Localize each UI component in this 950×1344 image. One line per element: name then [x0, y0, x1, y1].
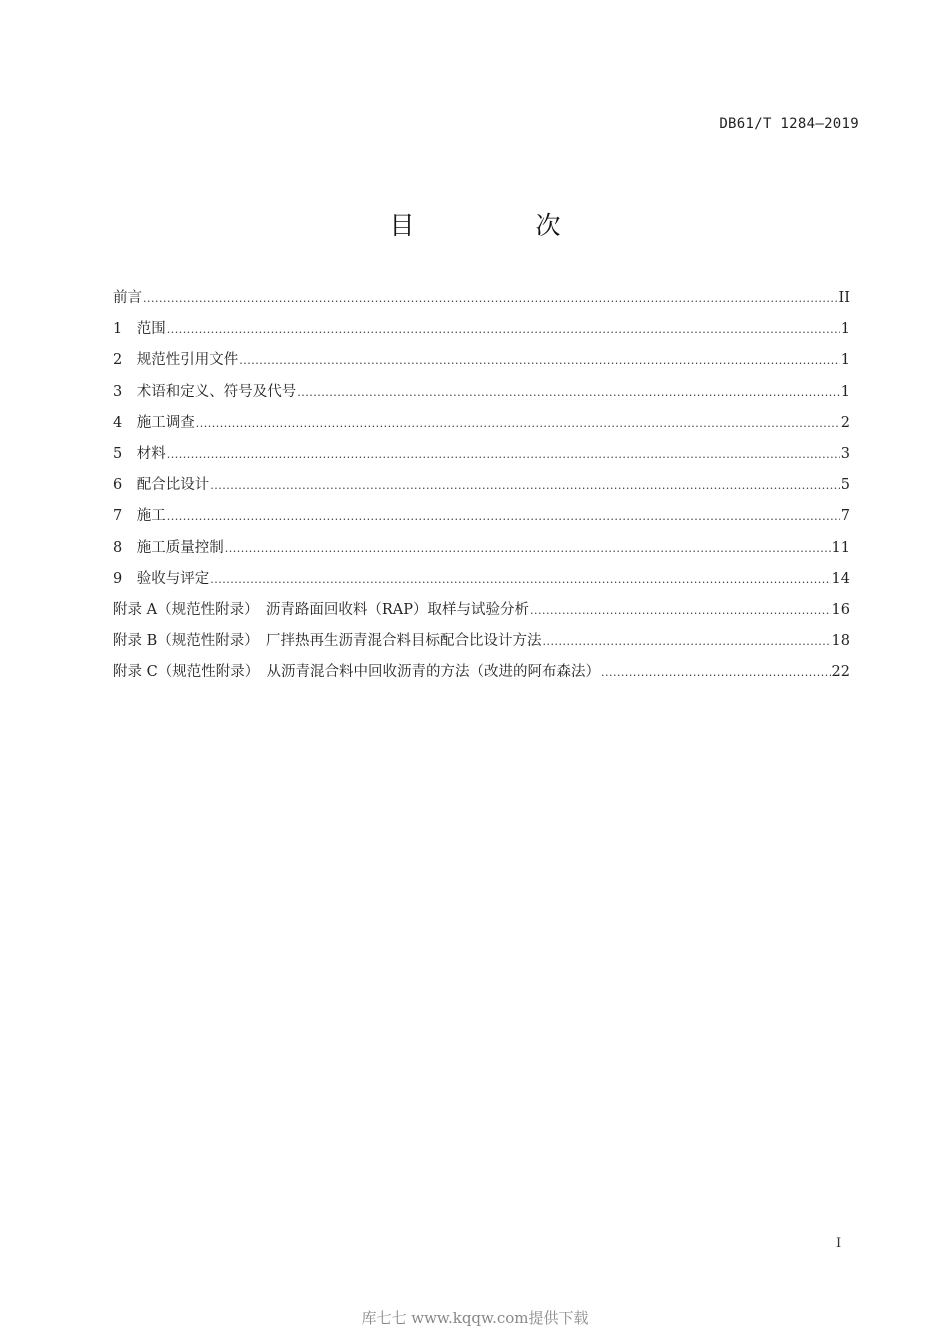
toc-entry-page: 1	[840, 321, 850, 338]
toc-entry-page: 2	[840, 414, 850, 431]
toc-entry-materials[interactable]	[113, 443, 850, 474]
toc-entry-label: 附录 A（规范性附录） 沥青路面回收料（RAP）取样与试验分析	[113, 601, 529, 618]
toc-entry-label: 1 范围	[113, 321, 166, 338]
toc-entry-label: 附录 C（规范性附录） 从沥青混合料中回收沥青的方法（改进的阿布森法）	[113, 664, 600, 681]
toc-entry-label: 3 术语和定义、符号及代号	[113, 383, 297, 400]
toc-entry-construction[interactable]	[113, 505, 850, 536]
toc-entry-label: 2 规范性引用文件	[113, 352, 239, 369]
toc-entry-normative-references[interactable]	[113, 349, 850, 380]
table-of-contents	[113, 287, 850, 692]
toc-entry-page: 5	[840, 477, 850, 494]
toc-entry-page: 1	[840, 352, 850, 369]
toc-entry-page: II	[838, 290, 850, 306]
toc-leader-dots	[543, 631, 831, 653]
toc-entry-label: 8 施工质量控制	[113, 539, 224, 556]
toc-entry-page: 1	[840, 383, 850, 400]
toc-entry-appendix-c[interactable]	[113, 661, 850, 692]
toc-entry-label: 6 配合比设计	[113, 477, 210, 494]
toc-leader-dots	[210, 475, 840, 497]
toc-entry-label: 7 施工	[113, 508, 166, 525]
toc-entry-foreword[interactable]	[113, 287, 850, 318]
toc-leader-dots	[210, 569, 830, 591]
toc-entry-page: 16	[831, 601, 850, 618]
footer-watermark: 库七七 www.kqqw.com提供下载	[361, 1309, 589, 1327]
page-number: I	[836, 1236, 842, 1251]
toc-entry-page: 14	[831, 570, 850, 587]
toc-leader-dots	[196, 413, 840, 435]
toc-entry-label: 附录 B（规范性附录） 厂拌热再生沥青混合料目标配合比设计方法	[113, 633, 542, 650]
toc-entry-label: 5 材料	[113, 445, 166, 462]
standard-code: DB61/T 1284—2019	[719, 116, 859, 132]
toc-entry-construction-survey[interactable]	[113, 412, 850, 443]
toc-leader-dots	[601, 662, 831, 684]
toc-entry-page: 11	[831, 539, 850, 556]
toc-entry-appendix-a[interactable]	[113, 599, 850, 630]
toc-entry-appendix-b[interactable]	[113, 630, 850, 661]
toc-entry-acceptance[interactable]	[113, 568, 850, 599]
toc-entry-page: 7	[840, 508, 850, 525]
toc-leader-dots	[167, 506, 840, 528]
toc-leader-dots	[297, 382, 840, 404]
toc-entry-page: 22	[831, 664, 850, 681]
toc-leader-dots	[239, 350, 840, 372]
toc-leader-dots	[225, 538, 831, 560]
toc-leader-dots	[143, 288, 838, 310]
toc-entry-scope[interactable]	[113, 318, 850, 349]
toc-entry-quality-control[interactable]	[113, 537, 850, 568]
toc-entry-label: 9 验收与评定	[113, 570, 210, 587]
toc-entry-label: 前言	[113, 290, 142, 306]
toc-entry-label: 4 施工调查	[113, 414, 195, 431]
toc-entry-mix-design[interactable]	[113, 474, 850, 505]
page-title: 目 次	[389, 211, 609, 240]
toc-leader-dots	[530, 600, 831, 622]
toc-entry-page: 3	[840, 445, 850, 462]
toc-leader-dots	[167, 444, 840, 466]
toc-entry-terms-definitions[interactable]	[113, 381, 850, 412]
toc-entry-page: 18	[831, 633, 850, 650]
toc-leader-dots	[167, 319, 840, 341]
